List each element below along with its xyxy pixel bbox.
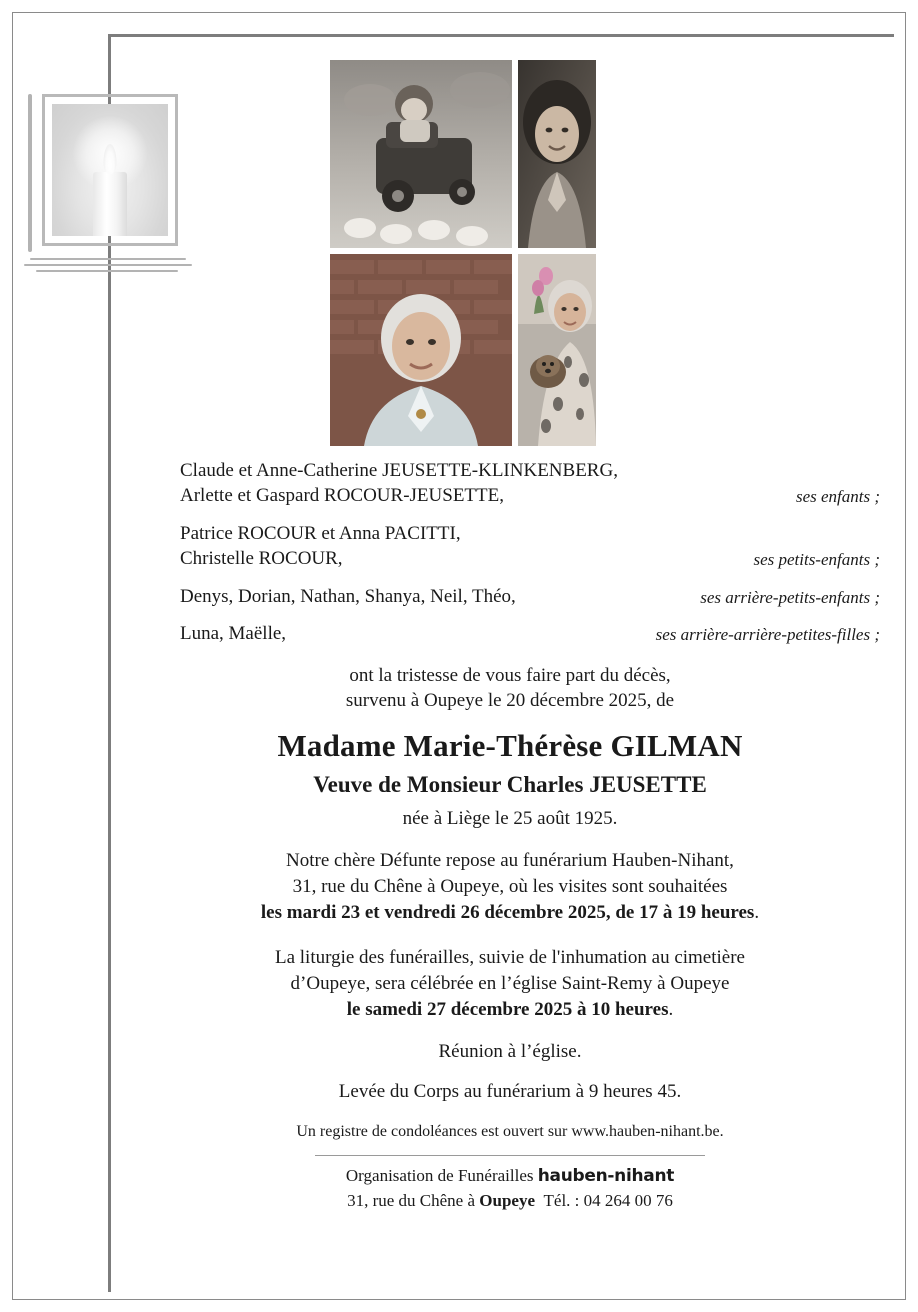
family-role-label: ses arrière-petits-enfants ; bbox=[700, 587, 880, 607]
family-group-great-great-granddaughters bbox=[180, 621, 880, 646]
family-name-line: Denys, Dorian, Nathan, Shanya, Neil, Théo, bbox=[180, 585, 516, 607]
funeral-line-3 bbox=[140, 997, 880, 1023]
family-role-label: ses petits-enfants ; bbox=[753, 550, 880, 570]
family-group-grandchildren bbox=[180, 521, 880, 572]
family-group-children bbox=[180, 458, 880, 509]
footer-divider bbox=[315, 1155, 705, 1156]
spouse-line: Veuve de Monsieur Charles JEUSETTE bbox=[313, 772, 707, 797]
candle-body bbox=[93, 172, 127, 236]
family-list bbox=[140, 458, 880, 647]
announcement-line-2: survenu à Oupeye le 20 décembre 2025, de bbox=[345, 690, 675, 712]
footer-address-prefix: 31, rue du Chêne à bbox=[347, 1190, 480, 1210]
funeral-datetime: le samedi 27 décembre 2025 à 10 heures bbox=[346, 999, 669, 1021]
notice-text bbox=[140, 458, 880, 1214]
gathering-line: Réunion à l’église. bbox=[438, 1041, 582, 1063]
visits-paragraph bbox=[140, 848, 880, 927]
footer-brand: hauben-nihant bbox=[537, 1166, 675, 1187]
announcement-intro bbox=[140, 663, 880, 714]
candle-image bbox=[52, 104, 168, 236]
family-name-line: Arlette et Gaspard ROCOUR-JEUSETTE, bbox=[180, 485, 504, 507]
footer-organisation-prefix: Organisation de Funérailles bbox=[345, 1166, 534, 1186]
sketch-line bbox=[28, 94, 32, 252]
footer bbox=[140, 1164, 880, 1213]
funeral-paragraph bbox=[140, 945, 880, 1024]
funeral-line-2: d’Oupeye, sera célébrée en l’église Saint-Remy à Oupeye bbox=[290, 972, 730, 994]
photo-elderly-woman-brick-wall bbox=[330, 254, 512, 446]
family-name-line: Luna, Maëlle, bbox=[180, 623, 287, 645]
birth-line: née à Liège le 25 août 1925. bbox=[402, 808, 618, 829]
deceased-name: Madame Marie-Thérèse GILMAN bbox=[277, 728, 743, 763]
visits-line-1: Notre chère Défunte repose au funérarium Hauben-Nihant, bbox=[286, 850, 734, 871]
footer-organisation bbox=[140, 1164, 880, 1189]
funeral-line-3-end: . bbox=[668, 999, 674, 1021]
condolences-line: Un registre de condoléances est ouvert sur www.hauben-nihant.be. bbox=[296, 1123, 724, 1141]
visits-line-3-end: . bbox=[754, 902, 760, 924]
family-name-line: Patrice ROCOUR et Anna PACITTI, bbox=[180, 522, 461, 544]
candle-flame bbox=[104, 144, 117, 174]
family-role-label: ses arrière-arrière-petites-filles ; bbox=[655, 624, 880, 644]
sketch-line bbox=[30, 258, 186, 260]
photo-child-on-toy-car bbox=[330, 60, 512, 248]
family-role-label: ses enfants ; bbox=[795, 487, 880, 507]
body-removal-line: Levée du Corps au funérarium à 9 heures 45. bbox=[338, 1081, 682, 1103]
funeral-line-1: La liturgie des funérailles, suivie de l'inhumation au cimetière bbox=[274, 946, 745, 968]
visits-line-2: 31, rue du Chêne à Oupeye, où les visites sont souhaitées bbox=[292, 876, 728, 898]
photo-young-woman-portrait bbox=[518, 60, 596, 248]
sketch-line bbox=[36, 270, 178, 272]
family-name-line: Claude et Anne-Catherine JEUSETTE-KLINKENBERG, bbox=[180, 460, 618, 481]
visits-line-3 bbox=[140, 900, 880, 926]
candle-icon bbox=[22, 88, 194, 278]
family-group-great-grandchildren bbox=[180, 584, 880, 609]
announcement-line-1: ont la tristesse de vous faire part du décès, bbox=[349, 664, 671, 686]
sketch-line bbox=[24, 264, 192, 266]
photo-collage bbox=[330, 60, 596, 446]
visits-datetime: les mardi 23 et vendredi 26 décembre 2025, de 17 à 19 heures bbox=[260, 902, 755, 924]
footer-address bbox=[140, 1189, 880, 1214]
footer-city: Oupeye bbox=[479, 1190, 536, 1210]
family-name-line: Christelle ROCOUR, bbox=[180, 548, 343, 570]
footer-phone: Tél. : 04 264 00 76 bbox=[543, 1190, 673, 1210]
photo-elderly-woman-with-dog bbox=[518, 254, 596, 446]
